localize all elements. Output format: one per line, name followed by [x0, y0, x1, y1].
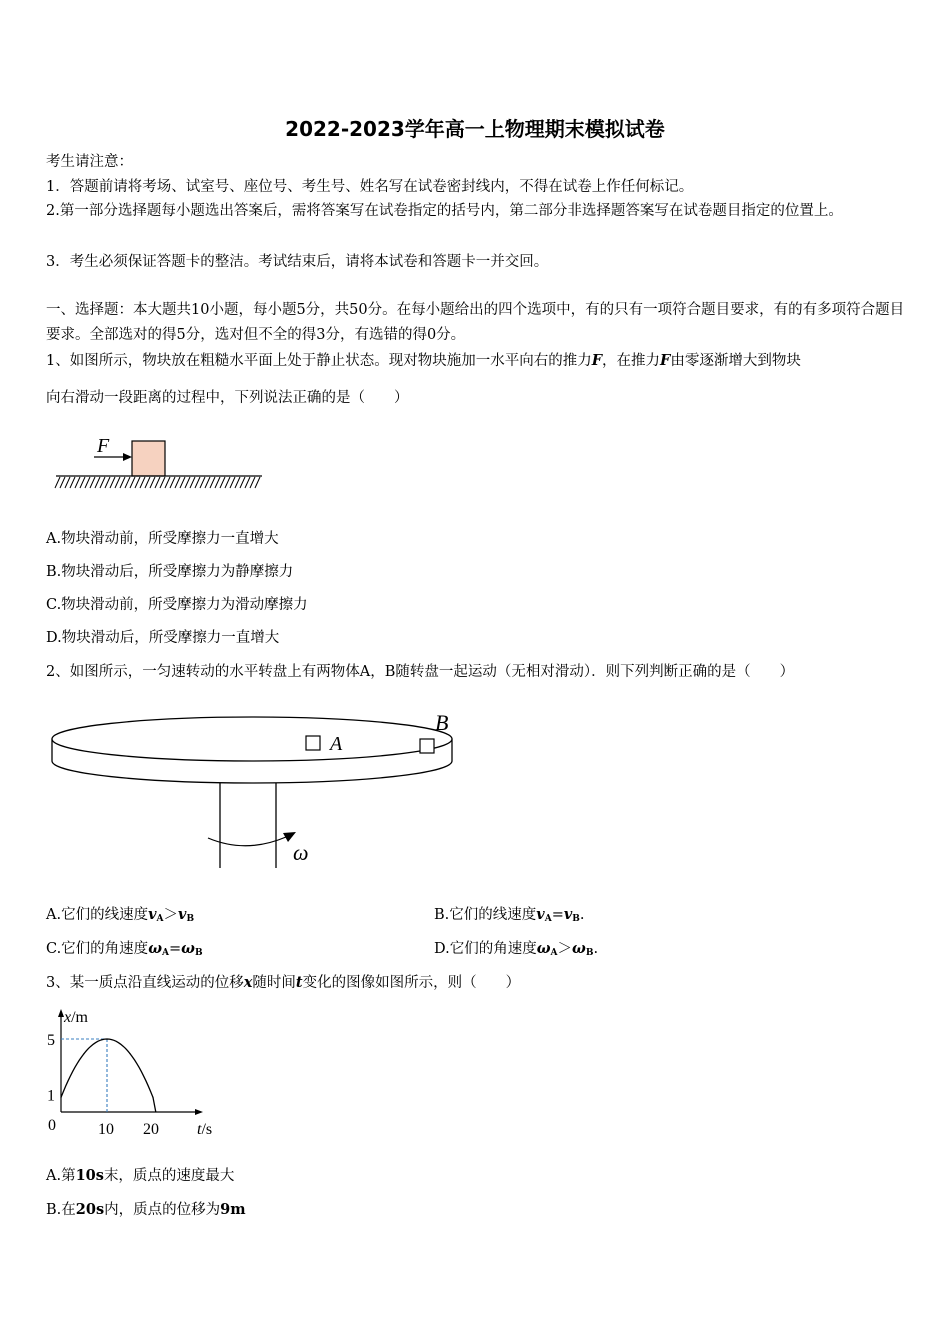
section-intro: 一、选择题：本大题共10小题，每小题5分，共50分。在每小题给出的四个选项中，有的只有一项符合题目要求，有的有多项符合题目要求。全部选对的得5分，选对但不全的得3分，有选错的得0分。: [46, 302, 905, 343]
hatch-mark: [175, 477, 180, 488]
hatch-mark: [85, 477, 90, 488]
page-title: 2022-2023学年高一上物理期末模拟试卷: [285, 117, 665, 141]
x-tick-label: 0: [48, 1117, 56, 1134]
q1-stem: 1、如图所示，物块放在粗糙水平面上处于静止状态。现对物块施加一水平向右的推力F，在推力F由零逐渐增大到物块: [46, 352, 801, 369]
force-label: F: [97, 435, 110, 457]
force-arrowhead: [123, 453, 132, 461]
hatch-mark: [135, 477, 140, 488]
q3-stem: 3、某一质点沿直线运动的位移x随时间t变化的图像如图所示，则（ ）: [46, 974, 521, 991]
label-a: A: [330, 733, 343, 755]
q1-option-b: B.物块滑动后，所受摩擦力为静摩擦力: [46, 564, 294, 580]
hatch-mark: [145, 477, 150, 488]
hatch-mark: [220, 477, 225, 488]
q3-graph: [40, 1002, 230, 1142]
hatch-mark: [185, 477, 190, 488]
hatch-mark: [75, 477, 80, 488]
turntable-top: [52, 717, 452, 761]
label-b: B: [435, 710, 449, 735]
q3-option-a: A.第10s末，质点的速度最大: [46, 1167, 235, 1184]
hatch-mark: [80, 477, 85, 488]
hatch-mark: [235, 477, 240, 488]
object-b: [420, 739, 434, 753]
hatch-mark: [140, 477, 145, 488]
y-tick-label: 1: [47, 1087, 55, 1105]
hatch-mark: [240, 477, 245, 488]
data-point: [60, 1097, 61, 1098]
hatch-mark: [125, 477, 130, 488]
q2-stem: 2、如图所示，一匀速转动的水平转盘上有两物体A，B随转盘一起运动（无相对滑动）．则下列判断正确的是（ ）: [46, 664, 795, 680]
hatch-mark: [230, 477, 235, 488]
q1-stem-cont: 向右滑动一段距离的过程中，下列说法正确的是（ ）: [46, 390, 409, 406]
hatch-mark: [165, 477, 170, 488]
x-axis-arrow: [195, 1109, 203, 1115]
notice-item-3: 3．考生必须保证答题卡的整洁。考试结束后，请将本试卷和答题卡一并交回。: [46, 254, 549, 270]
block: [132, 441, 165, 476]
hatch-mark: [245, 477, 250, 488]
hatch-mark: [160, 477, 165, 488]
y-axis-label: x/m: [64, 1009, 88, 1026]
object-a: [306, 736, 320, 750]
hatch-mark: [65, 477, 70, 488]
hatch-mark: [60, 477, 65, 488]
hatch-mark: [205, 477, 210, 488]
hatch-mark: [55, 477, 60, 488]
chart-layer: [47, 1009, 212, 1138]
hatch-mark: [150, 477, 155, 488]
q1-option-d: D.物块滑动后，所受摩擦力一直增大: [46, 630, 280, 646]
hatch-mark: [115, 477, 120, 488]
hatch-mark: [250, 477, 255, 488]
q1-force-symbol: F: [591, 352, 603, 369]
data-point: [152, 1097, 153, 1098]
hatch-mark: [215, 477, 220, 488]
data-point: [83, 1053, 84, 1054]
hatch-mark: [130, 477, 135, 488]
ground-hatching: [55, 477, 260, 488]
hatch-mark: [200, 477, 205, 488]
hatch-mark: [105, 477, 110, 488]
notice-item-2: 2.第一部分选择题每小题选出答案后，需将答案写在试卷指定的括号内，第二部分非选择题答案写在试卷题目指定的位置上。: [46, 203, 843, 219]
notice-heading: 考生请注意：: [46, 154, 133, 170]
hatch-mark: [170, 477, 175, 488]
data-point: [129, 1053, 130, 1054]
hatch-mark: [210, 477, 215, 488]
hatch-mark: [155, 477, 160, 488]
hatch-mark: [110, 477, 115, 488]
q2-option-b: B.它们的线速度$v_A=v_B$.: [434, 906, 585, 924]
x-tick-label: 10: [98, 1121, 114, 1138]
hatch-mark: [225, 477, 230, 488]
hatch-mark: [255, 477, 260, 488]
q1-figure: [52, 428, 267, 496]
y-tick-label: 5: [47, 1032, 55, 1049]
hatch-mark: [70, 477, 75, 488]
q2-figure: [46, 706, 466, 874]
hatch-mark: [180, 477, 185, 488]
q2-option-d: D.它们的角速度$\omega_A>\omega_B$.: [434, 940, 599, 958]
notice-item-1: 1．答题前请将考场、试室号、座位号、考生号、姓名写在试卷密封线内，不得在试卷上作任何标记。: [46, 179, 694, 195]
data-point: [106, 1038, 107, 1039]
hatch-mark: [120, 477, 125, 488]
q1-force-symbol-2: F: [660, 352, 671, 369]
x-tick-label: 20: [143, 1121, 159, 1138]
hatch-mark: [95, 477, 100, 488]
hatch-mark: [190, 477, 195, 488]
hatch-mark: [100, 477, 105, 488]
q2-option-c: C.它们的角速度$\omega_A=\omega_B$: [46, 940, 203, 958]
hatch-mark: [195, 477, 200, 488]
q1-option-a: A.物块滑动前，所受摩擦力一直增大: [46, 531, 279, 547]
hatch-mark: [90, 477, 95, 488]
series-curve: [61, 1039, 156, 1112]
x-axis-label: t/s: [197, 1121, 213, 1138]
omega-label: ω: [293, 840, 309, 865]
q3-option-b: B.在20s内，质点的位移为9m: [46, 1201, 246, 1218]
q2-option-a: A.它们的线速度$v_A>v_B$: [46, 906, 195, 924]
q1-option-c: C.物块滑动前，所受摩擦力为滑动摩擦力: [46, 597, 308, 613]
